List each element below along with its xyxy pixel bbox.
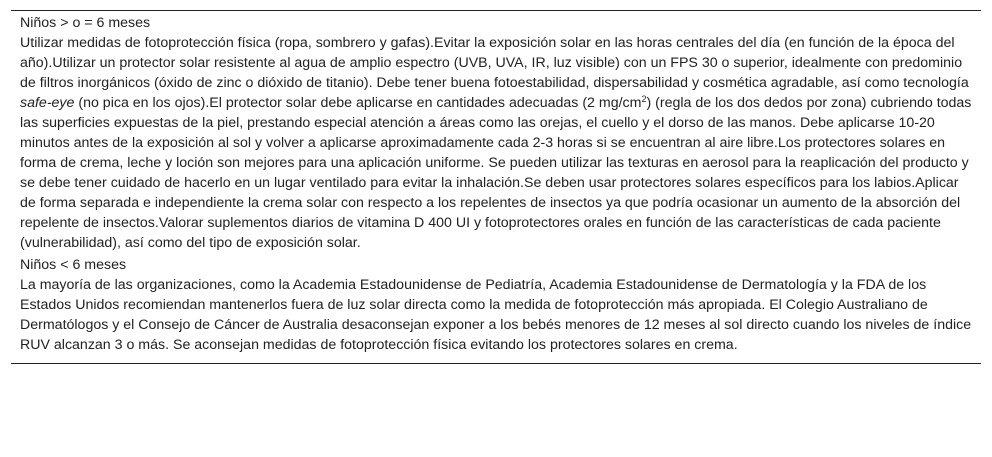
section-header-under-6-months: Niños < 6 meses [20, 257, 127, 273]
section-header-6-months-or-more: Niños > o = 6 meses [20, 15, 151, 31]
body-text-part-1: Utilizar medidas de fotoprotección física (ropa, sombrero y gafas).Evitar la exposición solar en las horas centrales del día (en función de la época del año).Utilizar un protector solar resistente al agua de amplio espectro (UVB, UVA, IR, luz visible) con un FPS 30 o superior, idealmente con predominio de filtros inorgánicos (óxido de zinc o dióxido de titanio). Debe tener buena fotoestabilidad, dispersabilidad y cosmética agradable, así como tecnología [20, 35, 969, 91]
body-text-part-3: ) (regla de los dos dedos por zona) cubriendo todas las superficies expuestas de la piel, prestando especial atención a áreas como las orejas, el cuello y el dorso de las manos. Debe aplicarse 10-20 minutos antes de la exposición al sol y volver a aplicarse aproximadamente cada 2-3 horas si se encuentran al aire libre.Los protectores solares en forma de crema, leche y loción son mejores para una aplicación uniforme. Se pueden utilizar las texturas en aerosol para la reaplicación del producto y se debe tener cuidado de hacerlo en un lugar ventilado para evitar la inhalación.Se deben usar protectores solares específicos para los labios.Aplicar de forma separada e independiente la crema solar con respecto a los repelentes de insectos ya que podría ocasionar un aumento de la absorción del repelente de insectos.Valorar suplementos diarios de vitamina D 400 UI y fotoprotectores orales en función de las características de cada paciente (vulnerabilidad), así como del tipo de exposición solar. [20, 95, 972, 251]
section-body-6-months-or-more [11, 33, 981, 253]
body-text-part-2: (no pica en los ojos).El protector solar debe aplicarse en cantidades adecuadas (2 mg/cm [74, 95, 642, 111]
recommendations-table [11, 10, 981, 364]
body-text-emphasis: safe-eye [20, 95, 75, 111]
section-body-row [11, 275, 981, 364]
body-text-superscript: 2 [641, 94, 647, 104]
section-header-row [11, 253, 981, 275]
section-header-row [11, 11, 981, 34]
section-body-row [11, 33, 981, 253]
section-body-under-6-months: La mayoría de las organizaciones, como la Academia Estadounidense de Pediatría, Academia Estadounidense de Dermatología y la FDA de los Estados Unidos recomiendan mantenerlos fuera de luz solar directa como la medida de fotoprotección más apropiada. El Colegio Australiano de Dermatólogos y el Consejo de Cáncer de Australia desaconsejan exponer a los bebés menores de 12 meses al sol directo cuando los niveles de índice RUV alcanzan 3 o más. Se aconsejan medidas de fotoprotección física evitando los protectores solares en crema. [20, 277, 972, 353]
